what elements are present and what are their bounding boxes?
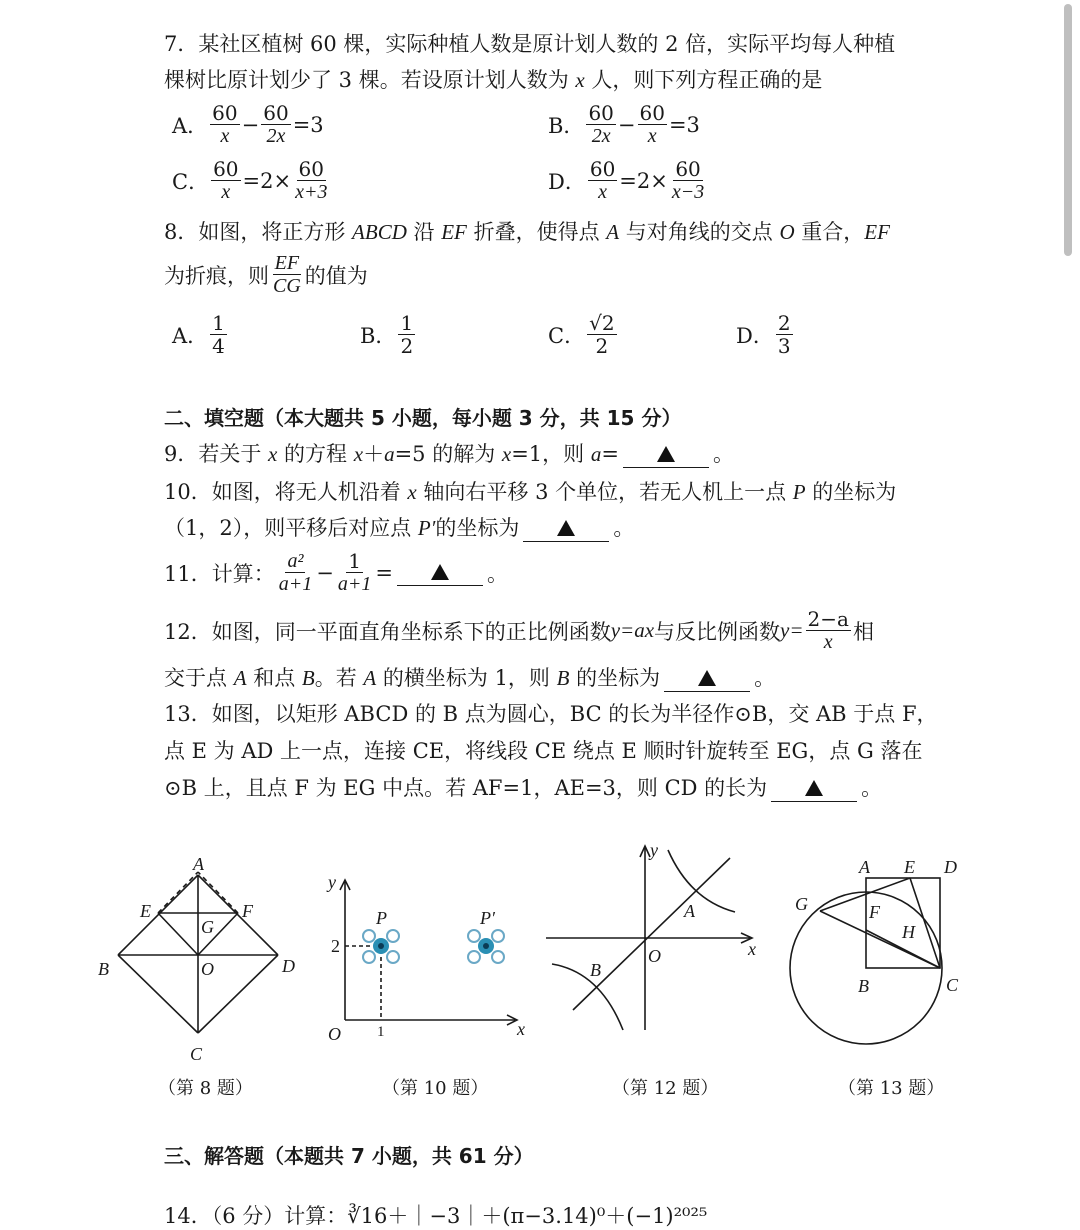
fig13-label-e: E <box>904 857 915 877</box>
q13-line1: 13．如图，以矩形 ABCD 的 B 点为圆心，BC 的长为半径作⊙B，交 AB 于点 F， <box>164 702 938 726</box>
fig13-label-f: F <box>869 902 880 922</box>
q8-line2: 为折痕，则 $\frac{EF}{CG}$ 的值为 <box>164 252 368 297</box>
q8-option-a: A． $\frac{1}{4}$ <box>172 311 225 358</box>
fig13-label-d: D <box>944 857 957 877</box>
fig12-label-y: y <box>650 840 658 860</box>
answer-blank[interactable] <box>664 665 750 692</box>
q9: 9．若关于 x 的方程 x＋a=5 的解为 x=1，则 a= 。 <box>164 442 734 466</box>
fig10-label-p-prime: P′ <box>480 908 495 928</box>
fig10-label-y: y <box>328 872 336 892</box>
fig13-label-h: H <box>902 922 915 942</box>
q7-option-d: D． $\frac{60}{x}$ =2× $\frac{60}{x-3}$ <box>548 157 705 203</box>
fig8-label-g: G <box>201 917 214 937</box>
q7-option-a: A． $\frac{60}{x}$ − $\frac{60}{2x}$ =3 <box>172 101 324 147</box>
fig8-label-f: F <box>242 901 253 921</box>
answer-blank[interactable] <box>623 441 709 468</box>
triangle-icon <box>657 446 675 462</box>
q7-option-c: C． $\frac{60}{x}$ =2× $\frac{60}{x+3}$ <box>172 157 328 203</box>
q13-line3: ⊙B 上，且点 F 为 EG 中点。若 AF=1，AE=3，则 CD 的长为 。 <box>164 776 883 800</box>
fig8-label-c: C <box>190 1044 203 1064</box>
fig12-label-a: A <box>684 901 695 921</box>
fig12-label-b: B <box>590 960 601 980</box>
fig10-label-x: x <box>517 1019 525 1039</box>
triangle-icon <box>698 670 716 686</box>
fig12-caption: （第 12 题） <box>612 1078 719 1099</box>
triangle-icon <box>431 564 449 580</box>
fig12-label-x: x <box>748 939 756 959</box>
section-3-heading: 三、解答题（本题共 7 小题，共 61 分） <box>164 1144 534 1168</box>
q12-line1: 12．如图，同一平面直角坐标系下的正比例函数 y=ax 与反比例函数 y= $\frac{2-a}{x}$ 相 <box>164 607 874 653</box>
q7-line1: 7．某社区植树 60 棵，实际种植人数是原计划人数的 2 倍，实际平均每人种植 <box>164 32 896 56</box>
fig10-label-p: P <box>376 908 387 928</box>
fig8-label-d: D <box>282 956 295 976</box>
q10-line2: （1，2），则平移后对应点 P′的坐标为 。 <box>164 516 635 540</box>
q11: 11．计算： $\frac{\text{a²}}{a+1}$ − $\frac{1}{a+1}$ = 。 <box>164 549 508 595</box>
q7-line2: 棵树比原计划少了 3 棵。若设原计划人数为 x 人，则下列方程正确的是 <box>164 68 823 92</box>
fig13-label-b: B <box>858 976 869 996</box>
fig8-label-b: B <box>98 959 109 979</box>
fig10-label-o: O <box>328 1024 341 1044</box>
fig13-label-c: C <box>946 975 959 995</box>
fig13-label-a: A <box>859 857 870 877</box>
q8-line1: 8．如图，将正方形 ABCD 沿 EF 折叠，使得点 A 与对角线的交点 O 重合，EF <box>164 220 890 244</box>
fig13-label-g: G <box>795 894 808 914</box>
answer-blank[interactable] <box>523 515 609 542</box>
fig8-label-a: A <box>193 854 204 874</box>
q12-line2: 交于点 A 和点 B。若 A 的横坐标为 1，则 B 的坐标为 。 <box>164 666 776 690</box>
q8-option-d: D． $\frac{2}{3}$ <box>736 311 791 358</box>
figure-8 <box>118 872 278 1033</box>
q14-partial: 14．（6 分）计算：∛16＋｜−3｜＋(π−3.14)⁰＋(−1)²⁰²⁵ <box>164 1204 708 1228</box>
fig10-label-2: 2 <box>331 936 340 956</box>
scrollbar[interactable] <box>1064 4 1072 256</box>
section-2-heading: 二、填空题（本大题共 5 小题，每小题 3 分，共 15 分） <box>164 406 682 430</box>
fig8-caption: （第 8 题） <box>158 1078 253 1099</box>
fig13-caption: （第 13 题） <box>838 1078 945 1099</box>
q7-option-b: B． $\frac{60}{2x}$ − $\frac{60}{x}$ =3 <box>548 101 700 147</box>
q13-line2: 点 E 为 AD 上一点，连接 CE，将线段 CE 绕点 E 顺时针旋转至 EG，点 G 落在 <box>164 739 923 763</box>
fig8-label-e: E <box>140 901 151 921</box>
q8-option-b: B． $\frac{1}{2}$ <box>360 311 414 358</box>
q10-line1: 10．如图，将无人机沿着 x 轴向右平移 3 个单位，若无人机上一点 P 的坐标为 <box>164 480 897 504</box>
q8-option-c: C． $\frac{√2}{2}$ <box>548 311 615 358</box>
fig10-label-1: 1 <box>377 1024 385 1040</box>
fig8-label-o: O <box>201 959 214 979</box>
answer-blank[interactable] <box>397 559 483 586</box>
drone-icon <box>468 930 504 963</box>
figures <box>0 830 1060 1080</box>
fig10-caption: （第 10 题） <box>382 1078 489 1099</box>
fig12-label-o: O <box>648 946 661 966</box>
triangle-icon <box>805 780 823 796</box>
triangle-icon <box>557 520 575 536</box>
answer-blank[interactable] <box>771 775 857 802</box>
